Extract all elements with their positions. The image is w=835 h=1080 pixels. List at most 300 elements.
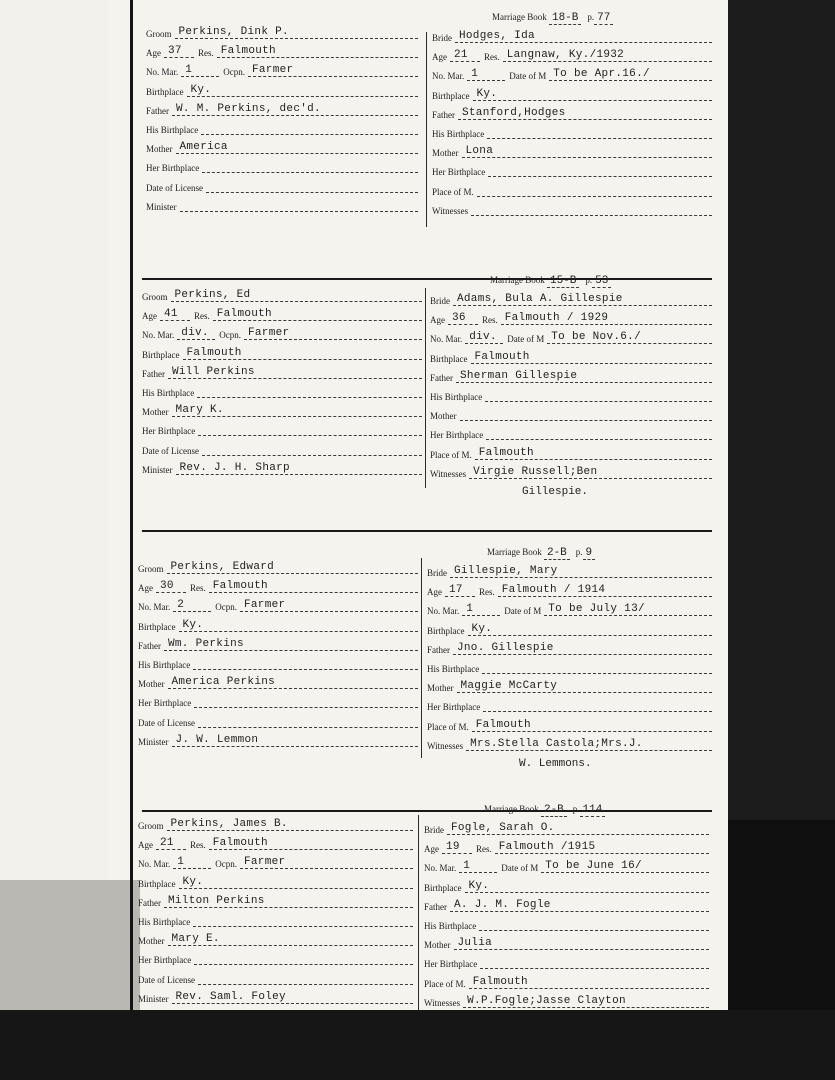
bride-her-birthplace-line xyxy=(488,164,712,177)
groom-age xyxy=(146,45,418,58)
groom-date-of-license-label: Date of License xyxy=(146,182,203,193)
groom-birthplace-line xyxy=(187,84,419,97)
bride-age-line-2 xyxy=(495,841,709,854)
bride-father xyxy=(424,899,709,912)
bride-mother xyxy=(430,408,712,421)
groom-birthplace xyxy=(146,84,418,97)
bride-age-value-2: Falmouth /1915 xyxy=(498,841,596,854)
groom-minister-value: Rev. J. H. Sharp xyxy=(179,461,290,474)
bride-his-birthplace xyxy=(430,389,712,402)
record-1-divider xyxy=(426,32,427,227)
bride-no-mar-value: 1 xyxy=(463,860,471,873)
groom-father-line xyxy=(164,638,418,651)
bride-name-value: Adams, Bula A. Gillespie xyxy=(457,293,623,305)
bride-no-mar-value: 1 xyxy=(471,68,479,81)
groom-mother xyxy=(146,141,418,154)
groom-her-birthplace xyxy=(138,952,413,965)
bride-birthplace-value: Ky. xyxy=(471,622,493,635)
groom-minister-value: J. W. Lemmon xyxy=(175,733,259,746)
bride-name xyxy=(424,822,709,835)
bride-age-label: Age xyxy=(430,315,445,326)
record-3-top-rule xyxy=(142,530,712,532)
groom-date-of-license-line xyxy=(198,715,418,728)
page-number: 114 xyxy=(580,804,606,817)
groom-no-mar-label-2: Ocpn. xyxy=(223,67,245,78)
groom-no-mar-line xyxy=(181,64,219,77)
groom-his-birthplace-line xyxy=(193,657,418,670)
groom-name xyxy=(142,289,422,302)
groom-no-mar-line xyxy=(177,327,215,340)
bride-mother-label: Mother xyxy=(430,411,457,422)
bride-witnesses-value: W.P.Fogle;Jasse Clayton xyxy=(467,994,626,1007)
bride-mother-value: Julia xyxy=(457,937,493,950)
groom-her-birthplace-line xyxy=(202,160,418,173)
bride-name-label: Bride xyxy=(427,568,447,578)
bride-mother xyxy=(427,680,712,693)
bride-place-of-m-label: Place of M. xyxy=(430,449,472,460)
groom-age-value-2: Falmouth xyxy=(216,308,272,321)
groom-no-mar-line xyxy=(173,599,211,612)
page-number: 9 xyxy=(583,547,596,560)
groom-age-line xyxy=(164,45,194,58)
bride-no-mar-label: No. Mar. xyxy=(427,606,460,617)
groom-mother xyxy=(138,933,413,946)
bride-witnesses xyxy=(427,738,712,751)
groom-his-birthplace-label: His Birthplace xyxy=(138,660,191,670)
marriage-book-label: Marriage Book xyxy=(487,547,542,557)
groom-age-value: 41 xyxy=(164,308,178,321)
bride-witnesses-label: Witnesses xyxy=(427,740,464,751)
record-2-divider xyxy=(425,288,426,488)
groom-her-birthplace-line xyxy=(194,952,413,965)
groom-age-label: Age xyxy=(146,48,161,59)
bride-mother-value: Maggie McCarty xyxy=(460,680,558,693)
bride-age xyxy=(432,49,712,62)
bride-birthplace-value: Falmouth xyxy=(474,350,530,363)
bride-birthplace xyxy=(424,880,709,893)
bride-mother xyxy=(424,937,709,950)
binding-edge xyxy=(130,0,133,1080)
bride-no-mar xyxy=(427,603,712,616)
bride-father-value: Stanford,Hodges xyxy=(462,106,566,119)
groom-age-value: 37 xyxy=(168,45,182,58)
groom-his-birthplace-label: His Birthplace xyxy=(142,388,195,398)
groom-her-birthplace xyxy=(138,695,418,708)
groom-father-line xyxy=(164,895,413,908)
bride-no-mar-line-2 xyxy=(549,68,712,81)
groom-age-label-2: Res. xyxy=(190,583,206,594)
bride-father-value: A. J. M. Fogle xyxy=(454,898,551,911)
marriage-book-label: Marriage Book xyxy=(492,12,547,22)
groom-no-mar-value-2: Farmer xyxy=(248,327,290,340)
groom-date-of-license-label: Date of License xyxy=(138,974,195,985)
page-label: p. xyxy=(572,804,580,814)
groom-minister xyxy=(138,734,418,747)
marriage-book-label: Marriage Book xyxy=(484,804,539,814)
groom-his-birthplace xyxy=(138,914,413,927)
groom-name xyxy=(138,818,413,831)
record-2-top-rule xyxy=(142,278,712,280)
margin-shadow xyxy=(0,880,140,1010)
groom-his-birthplace-line xyxy=(201,122,418,135)
bride-place-of-m-label: Place of M. xyxy=(432,186,474,197)
groom-name-label: Groom xyxy=(138,821,164,831)
bride-name-label: Bride xyxy=(432,33,452,43)
bride-no-mar-value-2: To be Nov.6./ xyxy=(551,331,641,344)
bride-no-mar xyxy=(424,860,709,873)
groom-father-line xyxy=(172,103,418,116)
groom-no-mar-line-2 xyxy=(240,599,418,612)
bride-witnesses-continued: W. Lemmons. xyxy=(519,758,592,770)
bride-her-birthplace-label: Her Birthplace xyxy=(427,702,481,713)
groom-father-value: W. M. Perkins, dec'd. xyxy=(176,102,321,115)
groom-name-value: Perkins, Ed xyxy=(174,289,251,301)
groom-age-line-2 xyxy=(217,45,418,58)
bride-age-label-2: Res. xyxy=(482,315,498,326)
groom-age-label: Age xyxy=(138,583,153,594)
groom-age xyxy=(138,837,413,850)
groom-her-birthplace-line xyxy=(194,695,418,708)
bride-witnesses xyxy=(432,203,712,216)
groom-no-mar-label: No. Mar. xyxy=(142,330,175,341)
groom-minister-label: Minister xyxy=(138,736,169,747)
bride-father xyxy=(427,642,712,655)
bride-name-value: Fogle, Sarah O. xyxy=(451,822,555,834)
bride-witnesses xyxy=(424,995,709,1008)
groom-age-label: Age xyxy=(138,840,153,851)
bride-no-mar-value: div. xyxy=(469,331,497,344)
bride-her-birthplace xyxy=(432,164,712,177)
bride-mother-line xyxy=(460,408,713,421)
bride-mother-label: Mother xyxy=(424,940,451,951)
groom-father xyxy=(138,638,418,651)
marriage-book-number: 2-B xyxy=(541,804,567,817)
groom-date-of-license-line xyxy=(198,972,413,985)
bride-his-birthplace-label: His Birthplace xyxy=(427,664,480,674)
bride-his-birthplace-line xyxy=(482,661,712,674)
bride-age-label-2: Res. xyxy=(484,52,500,63)
bride-name xyxy=(432,30,712,43)
groom-minister-line xyxy=(180,199,419,212)
groom-birthplace xyxy=(138,876,413,889)
bride-birthplace-line xyxy=(473,88,713,101)
groom-no-mar-value: 1 xyxy=(177,856,185,869)
groom-date-of-license xyxy=(138,715,418,728)
groom-no-mar-label: No. Mar. xyxy=(138,602,171,613)
groom-minister-line xyxy=(176,462,423,475)
bride-his-birthplace-label: His Birthplace xyxy=(424,921,477,931)
bride-age xyxy=(424,841,709,854)
bride-mother-line xyxy=(462,145,713,158)
groom-her-birthplace-line xyxy=(198,423,422,436)
marriage-book-header xyxy=(492,12,613,24)
bride-witnesses xyxy=(430,466,712,479)
bride-no-mar-label: No. Mar. xyxy=(430,334,463,345)
groom-age xyxy=(142,308,422,321)
bride-her-birthplace-label: Her Birthplace xyxy=(424,959,478,970)
marriage-book-number: 2-B xyxy=(544,547,570,560)
groom-his-birthplace xyxy=(142,385,422,398)
bride-her-birthplace-label: Her Birthplace xyxy=(430,430,484,441)
groom-mother-value: America Perkins xyxy=(171,676,276,689)
groom-no-mar-value-2: Farmer xyxy=(244,856,286,869)
bride-birthplace-value: Ky. xyxy=(468,879,490,892)
bride-witnesses-continued: Gillespie. xyxy=(522,486,589,498)
groom-birthplace-label: Birthplace xyxy=(146,86,184,97)
groom-age-label: Age xyxy=(142,311,157,322)
bride-father-label: Father xyxy=(430,372,453,383)
groom-birthplace-label: Birthplace xyxy=(138,621,176,632)
bride-name-label: Bride xyxy=(424,825,444,835)
groom-no-mar-value-2: Farmer xyxy=(252,64,294,77)
bride-no-mar-line-2 xyxy=(541,860,709,873)
bride-father-line xyxy=(458,107,712,120)
groom-date-of-license-line xyxy=(202,443,422,456)
bride-place-of-m-label: Place of M. xyxy=(427,721,469,732)
bride-age-value-2: Falmouth / 1929 xyxy=(504,312,609,325)
bride-her-birthplace-line xyxy=(480,956,709,969)
groom-minister-label: Minister xyxy=(138,993,169,1004)
bride-birthplace-label: Birthplace xyxy=(424,882,462,893)
bride-witnesses-value: Virgie Russell;Ben xyxy=(473,465,598,478)
groom-date-of-license xyxy=(146,180,418,193)
groom-mother-line xyxy=(168,676,419,689)
bride-name-value: Gillespie, Mary xyxy=(454,565,558,577)
bride-no-mar-value-2: To be June 16/ xyxy=(545,860,642,873)
groom-her-birthplace-label: Her Birthplace xyxy=(138,698,192,709)
groom-mother-value: Mary K. xyxy=(175,404,224,417)
bride-place-of-m xyxy=(432,184,712,197)
groom-name-value: Perkins, Edward xyxy=(170,561,275,573)
groom-date-of-license-label: Date of License xyxy=(142,445,199,456)
bride-age-value: 21 xyxy=(454,49,468,62)
groom-no-mar xyxy=(142,327,422,340)
bride-birthplace-label: Birthplace xyxy=(432,90,470,101)
bride-no-mar-value-2: To be July 13/ xyxy=(548,603,645,616)
groom-father-value: Wm. Perkins xyxy=(168,637,244,650)
groom-age xyxy=(138,580,418,593)
groom-father-label: Father xyxy=(142,368,165,379)
groom-date-of-license xyxy=(142,443,422,456)
bride-name-line xyxy=(455,30,712,43)
groom-age-value-2: Falmouth xyxy=(212,580,268,593)
groom-father-line xyxy=(168,366,422,379)
bride-his-birthplace xyxy=(424,918,709,931)
groom-minister xyxy=(146,199,418,212)
bride-place-of-m-label: Place of M. xyxy=(424,978,466,989)
groom-no-mar xyxy=(138,856,413,869)
bride-father xyxy=(430,370,712,383)
bride-no-mar-label-2: Date of M xyxy=(507,334,545,345)
groom-his-birthplace xyxy=(138,657,418,670)
groom-minister xyxy=(138,991,413,1004)
groom-no-mar-line-2 xyxy=(248,64,418,77)
bride-father-label: Father xyxy=(432,109,455,120)
bride-no-mar xyxy=(430,331,712,344)
bride-age-label: Age xyxy=(424,844,439,855)
groom-birthplace xyxy=(142,347,422,360)
bride-birthplace-value: Ky. xyxy=(476,87,498,100)
bride-his-birthplace-line xyxy=(485,389,712,402)
groom-minister-line xyxy=(172,991,414,1004)
groom-age-label-2: Res. xyxy=(190,840,206,851)
groom-her-birthplace-label: Her Birthplace xyxy=(138,955,192,966)
record-3-divider xyxy=(421,558,422,758)
groom-father-value: Will Perkins xyxy=(172,365,255,378)
page-label: p. xyxy=(585,275,593,285)
bride-birthplace xyxy=(430,351,712,364)
groom-no-mar-label-2: Ocpn. xyxy=(215,859,237,870)
groom-date-of-license-label: Date of License xyxy=(138,717,195,728)
bride-witnesses-line xyxy=(463,995,709,1008)
groom-no-mar-label-2: Ocpn. xyxy=(215,602,237,613)
groom-name xyxy=(146,26,418,39)
marriage-book-number: 15-B xyxy=(547,275,579,288)
groom-father-label: Father xyxy=(146,105,169,116)
bride-birthplace-line xyxy=(465,880,710,893)
groom-age-value: 21 xyxy=(160,837,174,850)
bride-place-of-m-value: Falmouth xyxy=(472,975,528,988)
bride-age-value: 17 xyxy=(449,584,463,597)
groom-date-of-license xyxy=(138,972,413,985)
groom-birthplace-value: Falmouth xyxy=(186,346,242,359)
groom-mother xyxy=(138,676,418,689)
bride-age-line-2 xyxy=(501,312,712,325)
bride-witnesses-label: Witnesses xyxy=(424,997,461,1008)
bride-father-value: Sherman Gillespie xyxy=(460,369,578,382)
groom-her-birthplace xyxy=(146,160,418,173)
groom-name-line xyxy=(167,818,414,831)
groom-age-line xyxy=(156,580,186,593)
groom-no-mar-line-2 xyxy=(244,327,422,340)
groom-age-label-2: Res. xyxy=(198,48,214,59)
groom-name-label: Groom xyxy=(142,292,168,302)
bride-father-line xyxy=(456,370,712,383)
bride-no-mar-value-2: To be Apr.16./ xyxy=(553,68,650,81)
groom-age-line-2 xyxy=(213,308,422,321)
bride-no-mar-value: 1 xyxy=(466,603,474,616)
bride-name xyxy=(427,565,712,578)
bride-father xyxy=(432,107,712,120)
bride-place-of-m xyxy=(427,719,712,732)
bride-mother-line xyxy=(457,680,713,693)
bride-no-mar-label-2: Date of M xyxy=(509,71,547,82)
bride-name-line xyxy=(453,293,712,306)
bride-her-birthplace xyxy=(427,699,712,712)
bride-no-mar-label-2: Date of M xyxy=(504,606,542,617)
groom-father-label: Father xyxy=(138,897,161,908)
groom-no-mar-line xyxy=(173,856,211,869)
bride-age-value: 36 xyxy=(452,312,466,325)
bride-place-of-m xyxy=(424,976,709,989)
bride-no-mar-line xyxy=(467,68,505,81)
bride-place-of-m-line xyxy=(477,184,712,197)
groom-father-value: Milton Perkins xyxy=(168,894,265,907)
bride-no-mar-label: No. Mar. xyxy=(432,71,465,82)
groom-name-line xyxy=(175,26,419,39)
bride-name xyxy=(430,293,712,306)
groom-mother-label: Mother xyxy=(138,679,165,690)
page-label: p. xyxy=(587,12,595,22)
bride-no-mar-line xyxy=(465,331,503,344)
bride-no-mar-line-2 xyxy=(547,331,712,344)
bride-father-value: Jno. Gillespie xyxy=(457,641,554,654)
groom-name-value: Perkins, Dink P. xyxy=(178,26,289,38)
groom-name-label: Groom xyxy=(138,564,164,574)
bride-his-birthplace-label: His Birthplace xyxy=(430,392,483,402)
bride-place-of-m-line xyxy=(472,719,712,732)
groom-her-birthplace-label: Her Birthplace xyxy=(146,163,200,174)
groom-birthplace-value: Ky. xyxy=(190,83,212,96)
bride-age-line xyxy=(448,312,478,325)
bride-birthplace-line xyxy=(471,351,713,364)
bride-age-line xyxy=(442,841,472,854)
groom-age-value-2: Falmouth xyxy=(220,45,276,58)
bride-name-value: Hodges, Ida xyxy=(459,30,535,42)
bride-father-line xyxy=(453,642,712,655)
groom-no-mar xyxy=(146,64,418,77)
bride-her-birthplace xyxy=(430,427,712,440)
groom-age-value-2: Falmouth xyxy=(212,837,268,850)
groom-mother-label: Mother xyxy=(138,936,165,947)
bride-name-line xyxy=(450,565,712,578)
bride-no-mar-line-2 xyxy=(544,603,712,616)
record-4-top-rule xyxy=(142,810,712,812)
groom-age-label-2: Res. xyxy=(194,311,210,322)
bride-age-line-2 xyxy=(498,584,712,597)
bride-birthplace xyxy=(427,623,712,636)
bride-father-label: Father xyxy=(424,901,447,912)
groom-father xyxy=(138,895,413,908)
bride-his-birthplace-line xyxy=(479,918,709,931)
groom-father xyxy=(146,103,418,116)
bride-age xyxy=(427,584,712,597)
groom-no-mar-value-2: Farmer xyxy=(244,599,286,612)
groom-no-mar-line-2 xyxy=(240,856,413,869)
bride-mother-label: Mother xyxy=(432,148,459,159)
groom-name-label: Groom xyxy=(146,29,172,39)
groom-age-line-2 xyxy=(209,837,413,850)
groom-mother-value: America xyxy=(179,141,228,154)
groom-his-birthplace-line xyxy=(197,385,422,398)
bride-mother xyxy=(432,145,712,158)
bride-mother-value: Lona xyxy=(465,145,494,158)
bride-age-label-2: Res. xyxy=(479,587,495,598)
bride-age-value: 19 xyxy=(446,841,460,854)
bride-witnesses-line xyxy=(471,203,712,216)
groom-his-birthplace-label: His Birthplace xyxy=(146,125,199,135)
groom-age-line-2 xyxy=(209,580,418,593)
bride-witnesses-line xyxy=(469,466,712,479)
groom-minister-label: Minister xyxy=(146,201,177,212)
bride-age-label: Age xyxy=(427,587,442,598)
groom-name-line xyxy=(171,289,423,302)
groom-his-birthplace-line xyxy=(193,914,413,927)
groom-mother xyxy=(142,404,422,417)
bride-witnesses-label: Witnesses xyxy=(432,205,469,216)
groom-age-line xyxy=(156,837,186,850)
groom-age-line xyxy=(160,308,190,321)
bride-no-mar-line xyxy=(459,860,497,873)
groom-birthplace-value: Ky. xyxy=(182,875,204,888)
groom-minister-label: Minister xyxy=(142,464,173,475)
groom-minister xyxy=(142,462,422,475)
bride-birthplace-label: Birthplace xyxy=(427,625,465,636)
bride-place-of-m-value: Falmouth xyxy=(478,446,534,459)
groom-name xyxy=(138,561,418,574)
groom-her-birthplace-label: Her Birthplace xyxy=(142,426,196,437)
bride-his-birthplace xyxy=(432,126,712,139)
